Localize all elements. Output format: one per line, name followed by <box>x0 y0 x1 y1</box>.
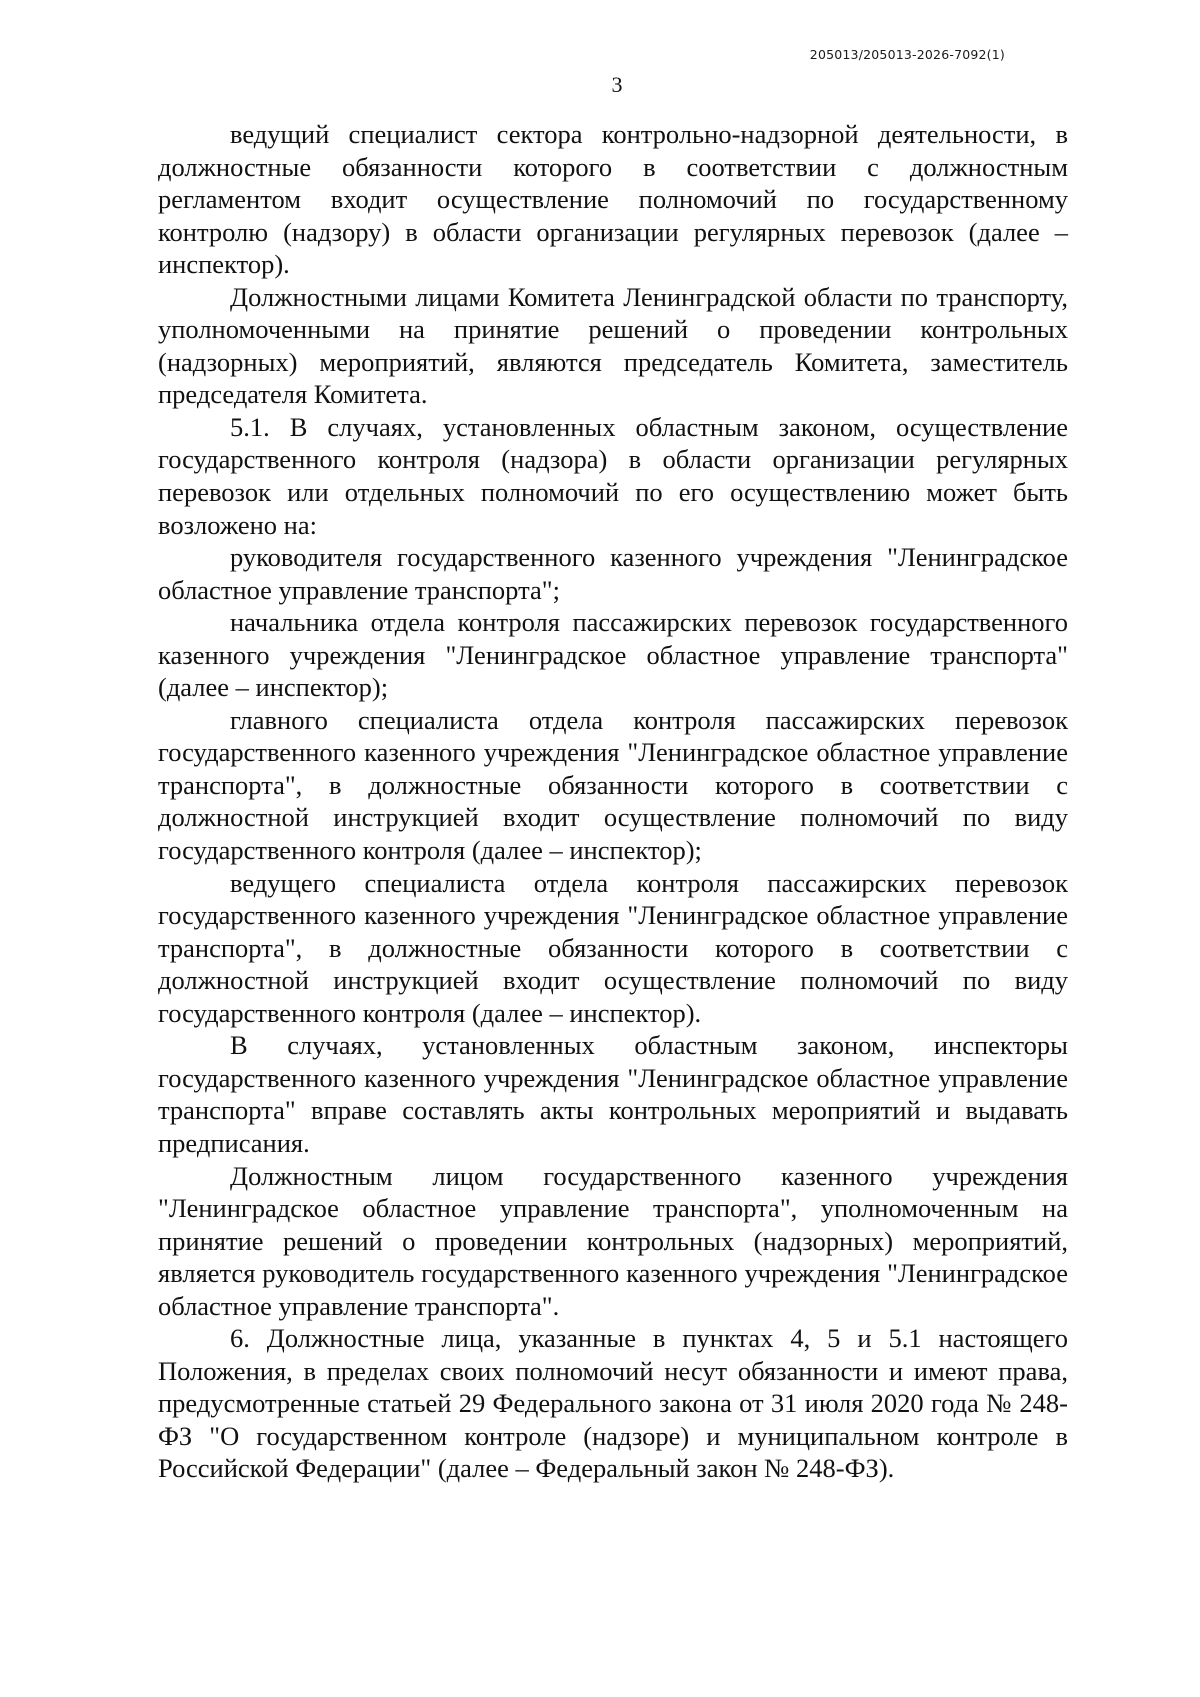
page-number: 3 <box>611 72 623 97</box>
paragraph-5-1: 5.1. В случаях, установленных областным законом, осуществление государственного контроля (надзора) в области организации регулярных перевозок или отдельных полномочий по его осуществлению может быть возложено на: <box>158 411 1068 540</box>
document-body <box>158 118 1068 1485</box>
paragraph-inspectors-powers: В случаях, установленных областным законом, инспекторы государственного казенного учреждения "Ленинградское областное управление транспорта" вправе составлять акты контрольных мероприятий и выдавать предписания. <box>158 1030 1068 1158</box>
paragraph-authorized-official: Должностным лицом государственного казенного учреждения "Ленинградское областное управление транспорта", уполномоченным на принятие решений о проведении контрольных (надзорных) мероприятий, является руководитель государственного казенного учреждения "Ленинградское областное управление транспорта". <box>158 1160 1068 1321</box>
paragraph-department-head: начальника отдела контроля пассажирских перевозок государственного казенного учреждения "Ленинградское областное управление транспорта" (далее – инспектор); <box>158 607 1068 703</box>
paragraph-committee-officials: Должностными лицами Комитета Ленинградской области по транспорту, уполномоченными на принятие решений о проведении контрольных (надзорных) мероприятий, являются председатель Комитета, заместитель председателя Комитета. <box>158 281 1068 410</box>
paragraph-chief-specialist: главного специалиста отдела контроля пассажирских перевозок государственного казенного учреждения "Ленинградское областное управление транспорта", в должностные обязанности которого в соответствии с должностной инструкцией входит осуществление полномочий по виду государственного контроля (далее – инспектор); <box>158 704 1068 866</box>
document-registration-number: 205013/205013-2026-7092(1) <box>809 47 1005 62</box>
paragraph-lead-specialist: ведущий специалист сектора контрольно-надзорной деятельности, в должностные обязанности которого в соответствии с должностным регламентом входит осуществление полномочий по государственному контролю (надзору) в области организации регулярных перевозок (далее – инспектор). <box>158 119 1068 280</box>
paragraph-head-of-institution: руководителя государственного казенного учреждения "Ленинградское областное управление транспорта"; <box>158 542 1068 605</box>
paragraph-leading-specialist: ведущего специалиста отдела контроля пассажирских перевозок государственного казенного учреждения "Ленинградское областное управление транспорта", в должностные обязанности которого в соответствии с должностной инструкцией входит осуществление полномочий по виду государственного контроля (далее – инспектор). <box>158 867 1068 1028</box>
paragraph-6: 6. Должностные лица, указанные в пунктах 4, 5 и 5.1 настоящего Положения, в пределах своих полномочий несут обязанности и имеют права, предусмотренные статьей 29 Федерального закона от 31 июля 2020 года № 248-ФЗ "О государственном контроле (надзоре) и муниципальном контроле в Российской Федерации" (далее – Федеральный закон № 248-ФЗ). <box>158 1323 1068 1484</box>
